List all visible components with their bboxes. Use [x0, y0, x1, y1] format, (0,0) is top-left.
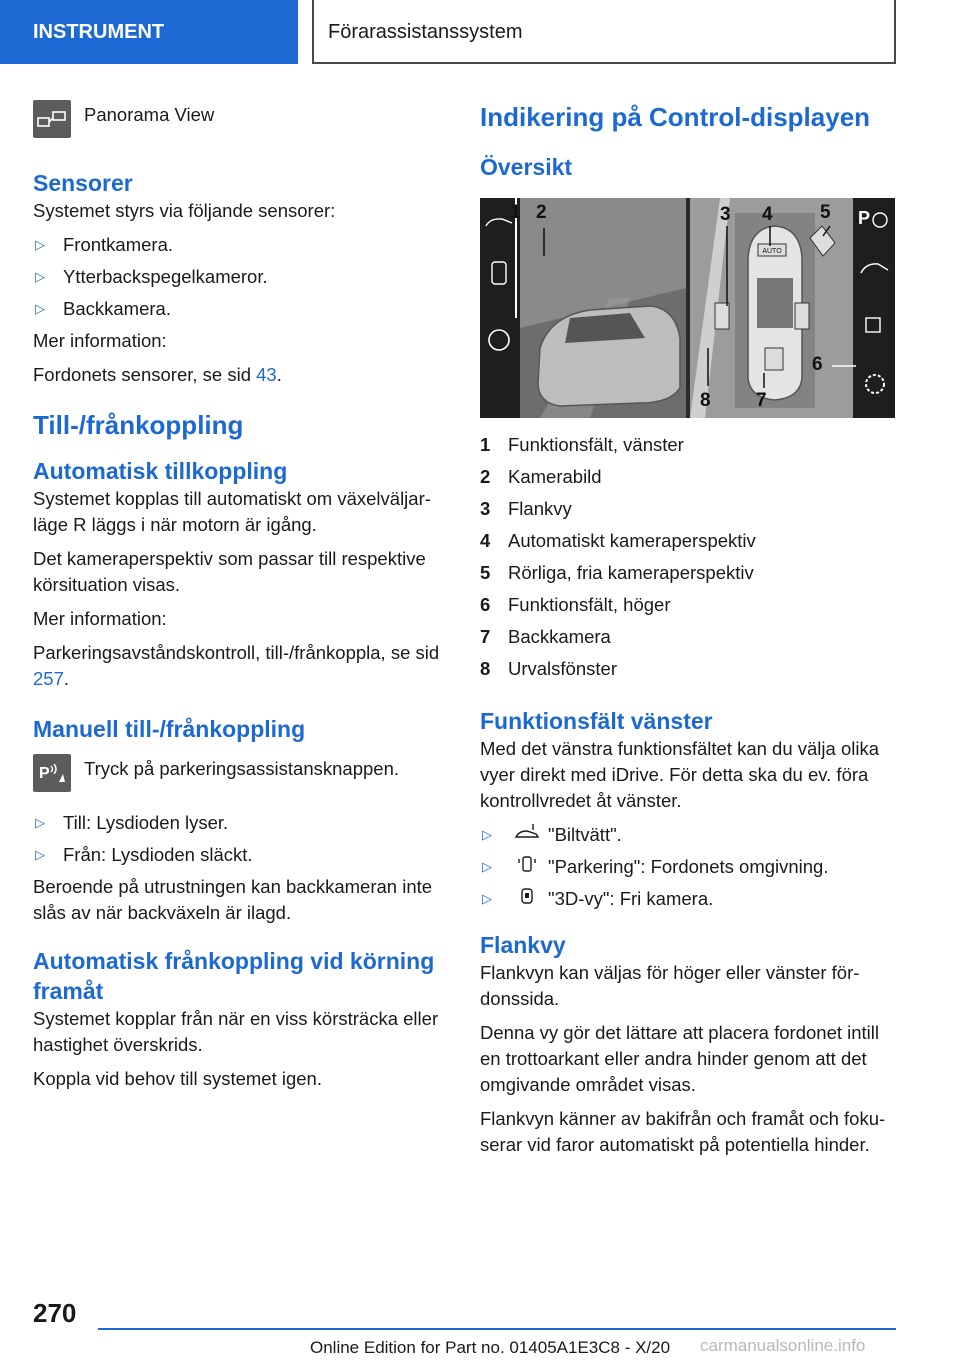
left-column [33, 100, 448, 1100]
callout-6: 6 [812, 354, 823, 375]
section-tab: INSTRUMENT [0, 0, 298, 64]
auto-on-text-2: Det kameraperspektiv som passar till respektive körsituation visas. [33, 548, 426, 595]
legend-item: 7 Backkamera [480, 626, 611, 647]
triangle-bullet-icon: ▷ [482, 827, 492, 842]
parking-assist-button-icon [33, 754, 71, 792]
list-item: ▷ Backkamera. [33, 296, 448, 322]
auto-on-heading: Automatisk tillkoppling [33, 458, 288, 484]
callout-3: 3 [720, 204, 731, 225]
sensors-reference: Fordonets sensorer, se sid 43. [33, 364, 282, 385]
list-item: ▷ Från: Lysdioden släckt. [33, 842, 448, 868]
callout-4: 4 [762, 204, 773, 225]
list-item: ▷ Frontkamera. [33, 232, 448, 258]
list-item: ▷ Ytterbackspegelkameror. [33, 264, 448, 290]
page-link-257[interactable]: 257 [33, 668, 64, 689]
parking-button-text: Tryck på parkeringsassistansknappen. [84, 758, 399, 779]
auto-off-text-2: Koppla vid behov till systemet igen. [33, 1068, 322, 1089]
svg-text:P: P [39, 765, 50, 782]
callout-7: 7 [756, 390, 767, 411]
auto-on-text-1: Systemet kopplas till automatiskt om växelväljar-läge R läggs i när motorn är igång. [33, 488, 431, 535]
left-field-text: Med det vänstra funktionsfältet kan du välja olika vyer direkt med iDrive. För detta ska du ev. föra kontrollvredet åt vänster. [480, 738, 880, 811]
triangle-bullet-icon: ▷ [482, 891, 492, 906]
overview-heading: Översikt [480, 154, 573, 180]
more-info-label: Mer information: [33, 608, 167, 629]
figure-legend [480, 432, 900, 682]
manual-list [33, 810, 448, 868]
car-wash-icon [514, 822, 540, 842]
legend-item: 8 Urvalsfönster [480, 658, 617, 679]
page-header [0, 0, 960, 66]
footer-divider [98, 1328, 896, 1330]
callout-5: 5 [820, 202, 831, 223]
triangle-bullet-icon: ▷ [35, 815, 45, 830]
legend-item: 3 Flankvy [480, 498, 572, 519]
edition-text: Online Edition for Part no. 01405A1E3C8 - X/20 [310, 1338, 671, 1357]
triangle-bullet-icon: ▷ [35, 237, 45, 252]
legend-item: 1 Funktionsfält, vänster [480, 434, 684, 455]
list-item: ▷ Till: Lysdioden lyser. [33, 810, 448, 836]
toggle-heading: Till-/frånkoppling [33, 410, 244, 440]
sensors-intro: Systemet styrs via följande sensorer: [33, 200, 336, 221]
display-heading: Indikering på Control-displayen [480, 102, 871, 132]
auto-off-text-1: Systemet kopplar från när en viss körsträcka eller hastighet överskrids. [33, 1008, 439, 1055]
more-info-label: Mer information: [33, 330, 167, 351]
chapter-title: Förarassistanssystem [312, 0, 896, 64]
3d-view-icon [514, 886, 540, 906]
control-display-figure [480, 198, 895, 418]
callout-2: 2 [536, 202, 547, 223]
legend-item: 2 Kamerabild [480, 466, 602, 487]
parking-view-icon [514, 854, 540, 874]
left-field-list [480, 822, 900, 912]
watermark: carmanualsonline.info [700, 1336, 866, 1355]
manual-heading: Manuell till-/frånkoppling [33, 716, 306, 742]
auto-off-heading: Automatisk frånkoppling vid körning framåt [33, 948, 435, 1004]
panorama-view-row [33, 100, 448, 138]
sensors-list [33, 232, 448, 322]
list-item: ▷ "Biltvätt". [480, 822, 900, 848]
sensors-heading: Sensorer [33, 170, 133, 196]
panorama-view-label: Panorama View [84, 104, 215, 125]
manual-text: Beroende på utrustningen kan backkameran inte slås av när backväxeln är ilagd. [33, 876, 433, 923]
triangle-bullet-icon: ▷ [35, 301, 45, 316]
p-badge: P [858, 208, 871, 228]
triangle-bullet-icon: ▷ [35, 269, 45, 284]
auto-badge: AUTO [762, 248, 782, 255]
callout-8: 8 [700, 390, 711, 411]
panorama-view-icon [33, 100, 71, 138]
left-field-heading: Funktionsfält vänster [480, 708, 713, 734]
triangle-bullet-icon: ▷ [35, 847, 45, 862]
right-column [480, 100, 900, 1166]
flank-heading: Flankvy [480, 932, 566, 958]
legend-item: 5 Rörliga, fria kameraperspektiv [480, 562, 754, 583]
flank-text-2: Denna vy gör det lättare att placera fordonet intill en trottoarkant eller andra hinder genom att det omgivande området visas. [480, 1022, 880, 1095]
list-item: ▷ "Parkering": Fordonets omgivning. [480, 854, 900, 880]
control-display-illustration [480, 198, 895, 418]
parking-button-row [33, 754, 448, 792]
page-number: 270 [33, 1298, 77, 1328]
legend-item: 4 Automatiskt kameraperspektiv [480, 530, 756, 551]
flank-text-3: Flankvyn känner av bakifrån och framåt och foku-serar vid faror automatiskt på potentiella hinder. [480, 1108, 886, 1155]
flank-text-1: Flankvyn kan väljas för höger eller vänster för-donssida. [480, 962, 860, 1009]
triangle-bullet-icon: ▷ [482, 859, 492, 874]
callout-1: 1 [510, 202, 521, 223]
list-item: ▷ "3D-vy": Fri kamera. [480, 886, 900, 912]
page-link-43[interactable]: 43 [256, 364, 277, 385]
legend-item: 6 Funktionsfält, höger [480, 594, 671, 615]
toggle-reference: Parkeringsavståndskontroll, till-/frånkoppla, se sid 257. [33, 642, 440, 689]
